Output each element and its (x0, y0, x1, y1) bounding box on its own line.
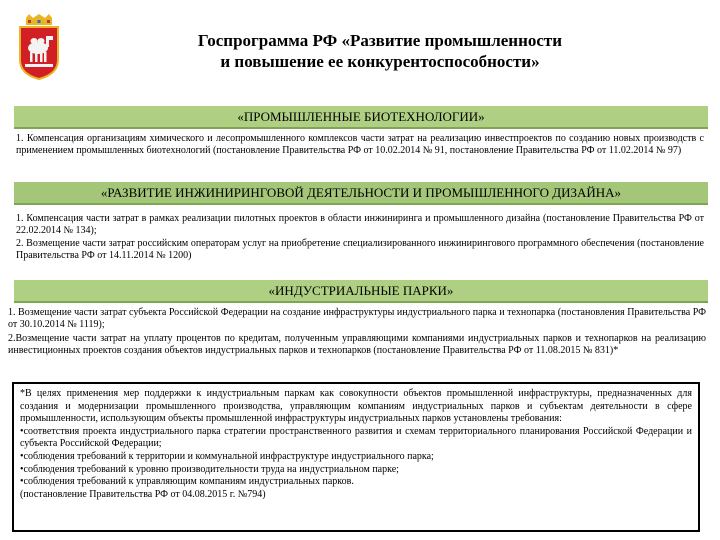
section-engineering-item-2: 2. Возмещение части затрат российским операторам услуг на приобретение специализированного инжинирингового программного обеспечения (постановление Правительства РФ от 14.11.2014 № 1200) (16, 238, 704, 262)
title-line-1: Госпрограмма РФ «Развитие промышленности (197, 31, 563, 50)
section-parks-item-2: 2.Возмещение части затрат на уплату процентов по кредитам, полученным управляющими компаниями индустриальных парков и технопарков на реализацию инвестиционных проектов создания объектов индустриальных парков и технопарков (постановление Правительства РФ от 11.08.2015 № 831)* (8, 333, 706, 357)
footnote-bullet: •соответствия проекта индустриального парка стратегии пространственного развития и схемам территориального планирования Российской Федерации и субъекта Российской Федерации; (20, 425, 692, 450)
section-parks-item-1: 1. Возмещение части затрат субъекта Российской Федерации на создание инфраструктуры индустриального парка и технопарка (постановления Правительства РФ от 30.10.2014 № 1119); (8, 307, 706, 331)
footnote-bullet: •соблюдения требований к управляющим компаниям индустриальных парков. (20, 476, 354, 488)
page-title (120, 30, 640, 72)
footnote-bullet: •соблюдения требований к уровню производительности труда на индустриальном парке; (20, 463, 399, 475)
section-heading-biotech: «ПРОМЫШЛЕННЫЕ БИОТЕХНОЛОГИИ» (14, 106, 708, 129)
footnote-intro: *В целях применения мер поддержки к индустриальным паркам как совокупности объектов промышленной инфраструктуры, предназначенных для создания и модернизации промышленного производства, управляющим компаниям индустриальных парков и субъектам деятельности в сфере промышленности, использующим объекты промышленной инфраструктуры индустриальных парков установлены требования: (20, 388, 692, 425)
section-biotech-item-1: 1. Компенсация организациям химического и лесопромышленного комплексов части затрат на реализацию инвестпроектов по созданию новых производств с применением промышленных биотехнологий (постановление Правительства РФ от 10.02.2014 № 91, постановление Правительства РФ от 11.02.2014 № 97) (16, 133, 704, 157)
section-engineering-item-1: 1. Компенсация части затрат в рамках реализации пилотных проектов в области инжиниринга и промышленного дизайна (постановление Правительства РФ от 22.02.2014 № 134); (16, 213, 704, 237)
footnote-box (12, 382, 700, 532)
crown-icon (26, 14, 52, 25)
section-heading-industrial-parks: «ИНДУСТРИАЛЬНЫЕ ПАРКИ» (14, 280, 708, 303)
footnote-bullet: •соблюдения требований к территории и коммунальной инфраструктуре индустриального парка; (20, 450, 434, 462)
title-line-2: и повышение ее конкурентоспособности» (220, 52, 540, 71)
chelyabinsk-coat-of-arms-icon (16, 14, 62, 80)
footnote-source: (постановление Правительства РФ от 04.08.2015 г. №794) (20, 488, 266, 500)
section-heading-engineering: «РАЗВИТИЕ ИНЖИНИРИНГОВОЙ ДЕЯТЕЛЬНОСТИ И ПРОМЫШЛЕННОГО ДИЗАЙНА» (14, 182, 708, 205)
